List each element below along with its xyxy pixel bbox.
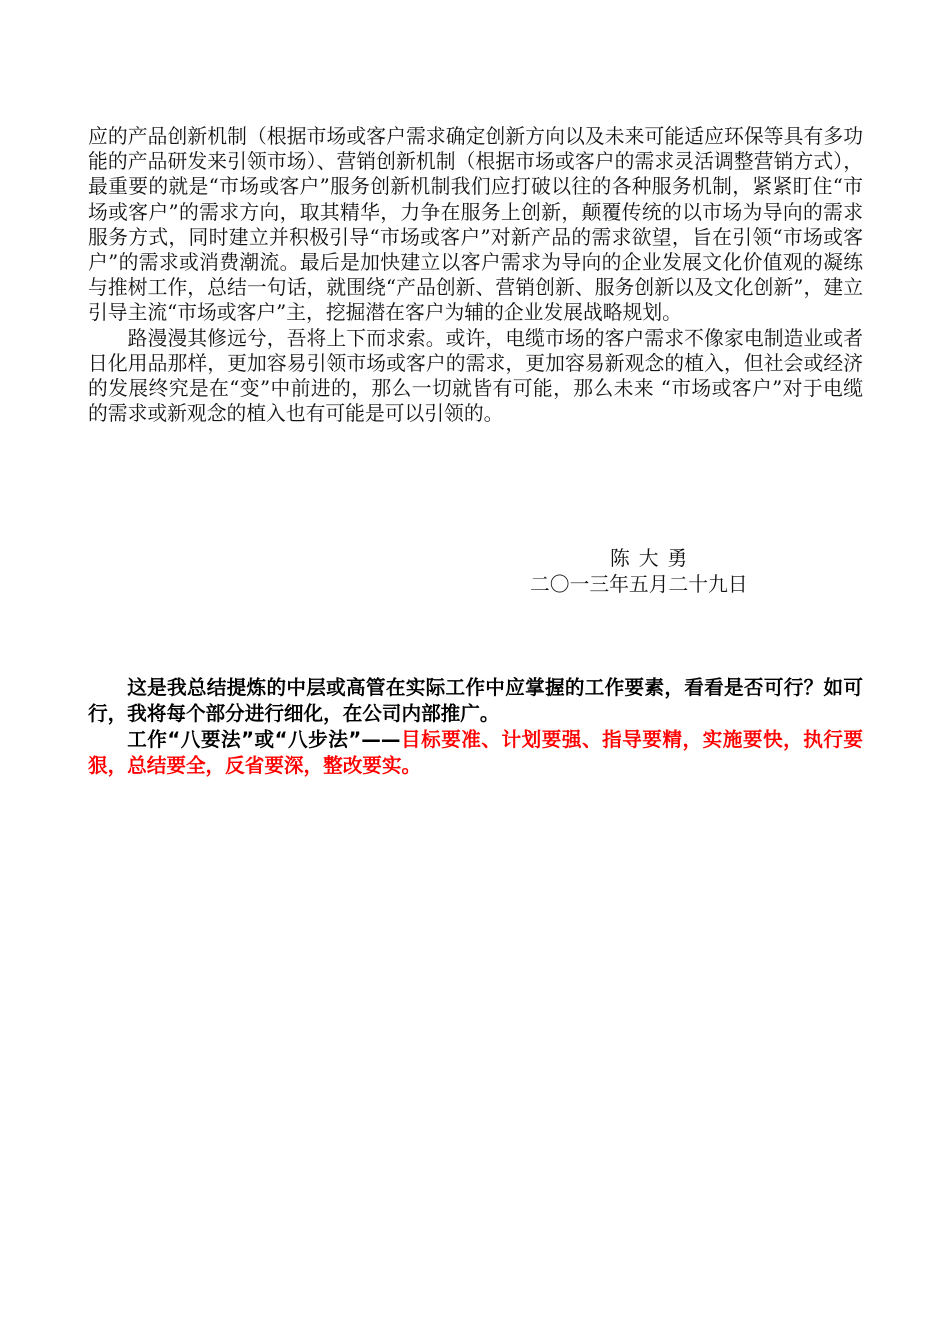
signature-date: 二〇一三年五月二十九日 — [530, 573, 748, 596]
note-paragraph-2 — [88, 727, 863, 779]
letter-body — [88, 124, 863, 426]
note-paragraph-1: 这是我总结提炼的中层或高管在实际工作中应掌握的工作要素，看看是否可行？如可行，我将每个部分进行细化，在公司内部推广。 — [88, 676, 863, 725]
body-paragraph-1: 应的产品创新机制（根据市场或客户需求确定创新方向以及未来可能适应环保等具有多功能的产品研发来引领市场）、营销创新机制（根据市场或客户的需求灵活调整营销方式），最重要的就是“市场或客户”服务创新机制我们应打破以往的各种服务机制，紧紧盯住“市场或客户”的需求方向，取其精华，力争在服务上创新，颠覆传统的以市场为导向的需求服务方式，同时建立并积极引导“市场或客户”对新产品的需求欲望，旨在引领“市场或客户”的需求或消费潮流。最后是加快建立以客户需求为导向的企业发展文化价值观的凝练与推树工作，总结一句话，就围绕“产品创新、营销创新、服务创新以及文化创新”，建立引导主流“市场或客户”主，挖掘潜在客户为辅的企业发展战略规划。 — [88, 125, 863, 325]
note-method-label: 工作“八要法”或“八步法”—— — [127, 728, 401, 751]
signature-name: 陈大勇 — [610, 547, 697, 570]
note-method-highlight: 目标要准、计划要强、指导要精，实施要快，执行要狠，总结要全，反省要深，整改要实。 — [88, 728, 864, 777]
summary-note — [88, 675, 863, 779]
body-paragraph-2: 路漫漫其修远兮，吾将上下而求索。或许，电缆市场的客户需求不像家电制造业或者日化用品那样，更加容易引领市场或客户的需求，更加容易新观念的植入，但社会或经济的发展终究是在“变”中前进的，那么一切就皆有可能，那么未来 “市场或客户”对于电缆的需求或新观念的植入也有可能是可以引领的。 — [88, 326, 863, 426]
